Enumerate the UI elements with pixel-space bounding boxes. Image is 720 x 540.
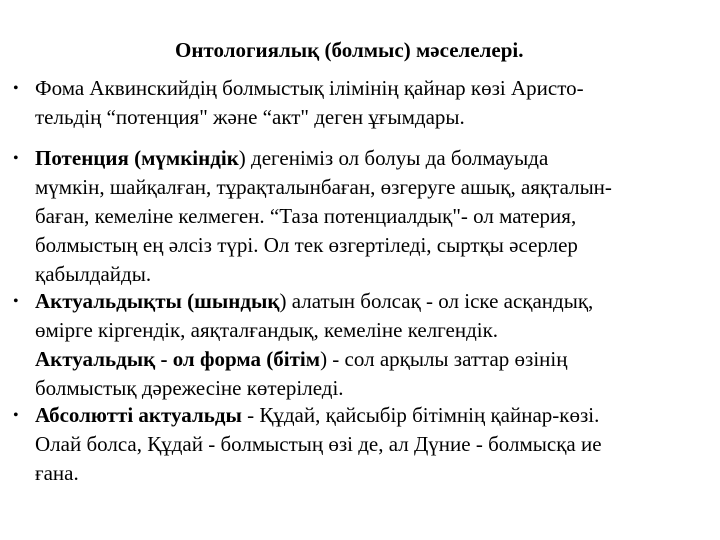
slide-title: Онтологиялық (болмыс) мәселелері. bbox=[175, 38, 524, 62]
bullet-dot-icon: • bbox=[13, 150, 19, 167]
bullet-line bbox=[35, 103, 695, 132]
bullet-dot-icon: • bbox=[13, 407, 19, 424]
bullet-line bbox=[35, 202, 695, 231]
plain-text: - Құдай, қайсыбір бітімнің қайнар-көзі. bbox=[241, 403, 600, 427]
bullet-line bbox=[35, 260, 695, 289]
bullet-line bbox=[35, 430, 695, 459]
bold-term: Потенция (мүмкіндік bbox=[35, 146, 239, 170]
plain-text: мүмкін, шайқалған, тұрақталынбаған, өзгеруге ашық, аяқталын- bbox=[35, 175, 612, 199]
bold-term: Абсолютті актуальды bbox=[35, 403, 242, 427]
bullet-line bbox=[35, 231, 695, 260]
bullet-item-4 bbox=[13, 401, 695, 488]
bullet-line bbox=[35, 316, 695, 345]
bullet-line bbox=[35, 144, 695, 173]
plain-text: болмыстық дәрежесіне көтеріледі. bbox=[35, 376, 344, 400]
bullet-line bbox=[35, 374, 695, 403]
plain-text: өмірге кіргендік, аяқталғандық, кемеліне келгендік. bbox=[35, 318, 499, 342]
plain-text: ) дегеніміз ол болуы да болмауыда bbox=[238, 146, 549, 170]
bullet-line bbox=[35, 173, 695, 202]
plain-text: ) - сол арқылы заттар өзінің bbox=[320, 347, 568, 371]
plain-text: баған, кемеліне келмеген. “Таза потенциалдық"- ол материя, bbox=[35, 204, 577, 228]
plain-text: Фома Аквинскийдің болмыстық ілімінің қайнар көзі Аристо- bbox=[35, 76, 584, 100]
bullet-line bbox=[35, 459, 695, 488]
bullet-item-1 bbox=[13, 74, 695, 132]
bold-term: Актуальдықты (шындық bbox=[35, 289, 280, 313]
plain-text: ғана. bbox=[35, 461, 79, 485]
plain-text: тельдің “потенция" және “акт" деген ұғымдары. bbox=[35, 105, 465, 129]
plain-text: ) алатын болсақ - ол іске асқандық, bbox=[279, 289, 594, 313]
plain-text: қабылдайды. bbox=[35, 262, 152, 286]
bullet-line bbox=[35, 74, 695, 103]
bullet-dot-icon: • bbox=[13, 293, 19, 310]
bold-term: Актуальдық - ол форма (бітім bbox=[35, 347, 321, 371]
bullet-item-3 bbox=[13, 287, 695, 403]
bullet-line bbox=[35, 401, 695, 430]
bullet-line bbox=[35, 287, 695, 316]
bullet-item-2 bbox=[13, 144, 695, 289]
bullet-dot-icon: • bbox=[13, 80, 19, 97]
plain-text: болмыстың ең әлсіз түрі. Ол тек өзгертіледі, сыртқы әсерлер bbox=[35, 233, 578, 257]
bullet-line bbox=[35, 345, 695, 374]
plain-text: Олай болса, Құдай - болмыстың өзі де, ал Дүние - болмысқа ие bbox=[35, 432, 602, 456]
